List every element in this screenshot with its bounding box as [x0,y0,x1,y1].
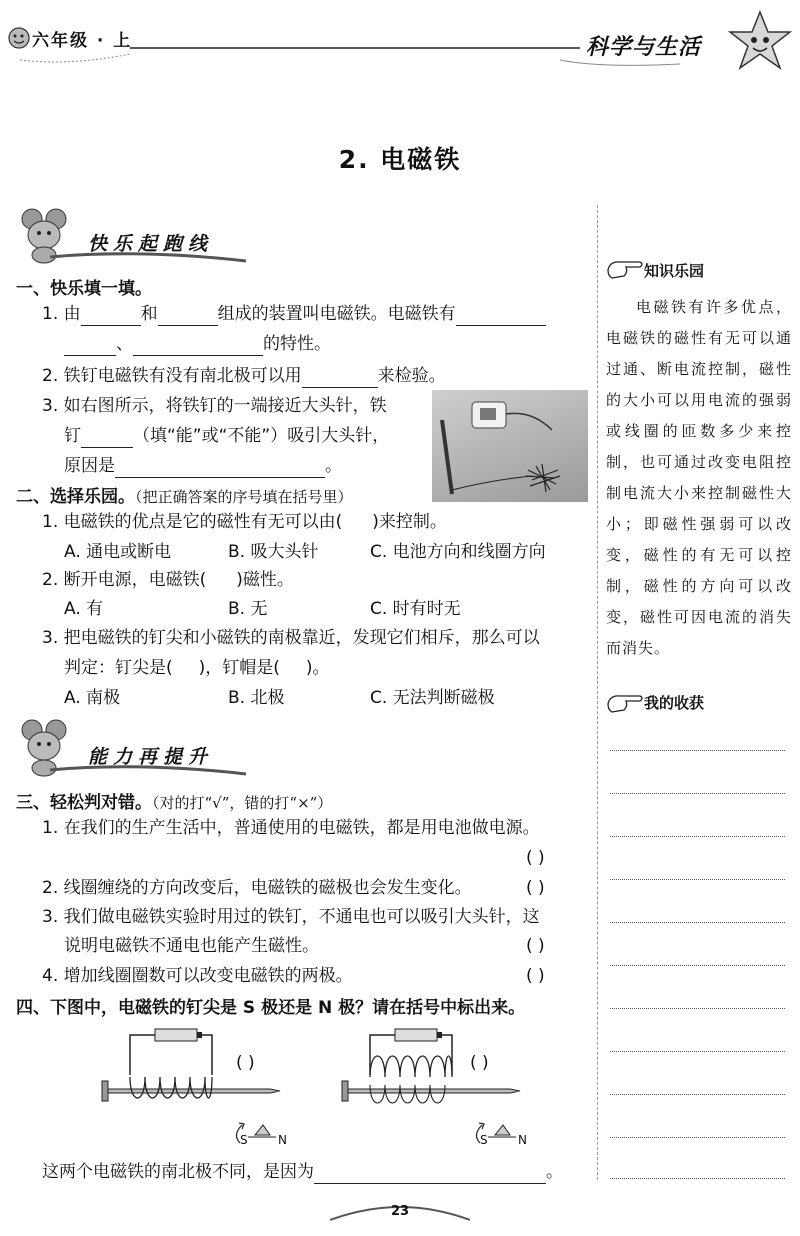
harvest-line[interactable] [610,1137,785,1138]
section2-title: 二、选择乐园。（把正确答案的序号填在括号里） [16,487,353,507]
answer-paren[interactable]: ( ) [470,1053,489,1073]
harvest-line[interactable] [610,879,785,880]
s1-q3-line2: 钉 （填“能”或“不能”）吸引大头针， [64,426,390,446]
header-grade: 六年级 · 上 [32,31,133,51]
s3-item-3: 3. 我们做电磁铁实验时用过的铁钉，不通电也可以吸引大头针，这 [42,907,540,927]
n-pole-label: N [518,1133,527,1147]
answer-paren[interactable]: ( ) [236,1053,255,1073]
blank-input[interactable] [314,1165,546,1184]
banner-ability [10,716,250,778]
circuit-drawing [100,1025,300,1155]
blank-input[interactable] [158,307,218,326]
answer-paren[interactable]: ( ) [526,848,545,868]
banner-label: 能力再提升 [88,746,214,768]
page-number: 23 [330,1194,470,1224]
s1-q1-line1: 1. 由 和 组成的装置叫电磁铁。电磁铁有 [42,302,546,326]
harvest-line[interactable] [610,1178,785,1179]
header-series: 科学与生活 [586,35,702,60]
harvest-line[interactable] [610,750,785,751]
electromagnet-diagram-1 [100,1025,300,1155]
blank-input[interactable] [115,459,325,478]
s2-q1-option-c[interactable]: C. 电池方向和线圈方向 [370,542,546,562]
blank-input[interactable] [133,337,263,356]
s-pole-label: S [240,1133,248,1147]
harvest-line[interactable] [610,965,785,966]
harvest-line[interactable] [610,836,785,837]
column-divider [597,205,598,1180]
harvest-line[interactable] [610,1094,785,1095]
s4-closing: 这两个电磁铁的南北极不同，是因为 。 [42,1162,563,1182]
n-pole-label: N [278,1133,287,1147]
harvest-line[interactable] [610,1008,785,1009]
page-title: 2. 电磁铁 [338,145,462,174]
s2-q2-option-b[interactable]: B. 无 [228,599,268,619]
pointing-hand-icon [606,258,644,282]
s2-q3-line1: 3. 把电磁铁的钉尖和小磁铁的南极靠近，发现它们相斥，那么可以 [42,628,540,648]
s3-item-2: 2. 线圈缠绕的方向改变后，电磁铁的磁极也会发生变化。 [42,878,472,898]
s1-q2: 2. 铁钉电磁铁有没有南北极可以用 来检验。 [42,366,446,386]
electromagnet-photo [432,390,588,502]
section3-title: 三、轻松判对错。（对的打“√”，错的打“×”） [16,793,333,813]
blank-input[interactable] [64,337,116,356]
blank-input[interactable] [456,307,546,326]
s3-item-4: 4. 增加线圈圈数可以改变电磁铁的两极。 [42,966,353,986]
section4-title: 四、下图中，电磁铁的钉尖是 S 极还是 N 极？请在括号中标出来。 [16,998,526,1018]
s3-item-3-cont: 说明电磁铁不通电也能产生磁性。 [64,936,319,956]
s2-q2-option-a[interactable]: A. 有 [64,599,104,619]
answer-paren[interactable]: ( ) [526,966,545,986]
electromagnet-diagram-2 [340,1025,540,1155]
s1-q1-line2: 、 的特性。 [64,332,331,356]
s2-q1: 1. 电磁铁的优点是它的磁性有无可以由( )来控制。 [42,512,447,532]
harvest-line[interactable] [610,1051,785,1052]
banner-label: 快乐起跑线 [88,233,214,255]
blank-input[interactable] [81,429,133,448]
harvest-line[interactable] [610,793,785,794]
s2-q1-option-b[interactable]: B. 吸大头针 [228,542,319,562]
circuit-drawing [340,1025,540,1155]
header [0,0,800,80]
s2-q2-option-c[interactable]: C. 时有时无 [370,599,461,619]
s2-q3-option-a[interactable]: A. 南极 [64,688,121,708]
pointing-hand-icon [606,692,644,716]
knowledge-title: 知识乐园 [644,262,705,280]
answer-paren[interactable]: ( ) [526,878,545,898]
harvest-line[interactable] [610,922,785,923]
s1-q3-line3: 原因是 。 [64,456,342,476]
section1-title: 一、快乐填一填。 [16,279,152,299]
s2-q1-option-a[interactable]: A. 通电或断电 [64,542,172,562]
s2-q3-line2: 判定：钉尖是( )，钉帽是( )。 [64,658,330,678]
photo-illustration [432,390,588,502]
star-mascot-icon [728,10,792,72]
blank-input[interactable] [302,369,378,388]
answer-paren[interactable]: ( ) [526,936,545,956]
s3-item-1: 1. 在我们的生产生活中，普通使用的电磁铁，都是用电池做电源。 [42,818,540,838]
s1-q3-line1: 3. 如右图所示，将铁钉的一端接近大头针，铁 [42,396,387,416]
blank-input[interactable] [81,307,141,326]
s2-q3-option-b[interactable]: B. 北极 [228,688,285,708]
s2-q3-option-c[interactable]: C. 无法判断磁极 [370,688,495,708]
banner-happy-start [10,205,250,265]
s2-q2: 2. 断开电源，电磁铁( )磁性。 [42,570,294,590]
knowledge-text: 电磁铁有许多优点，电磁铁的磁性有无可以通过通、断电流控制，磁性的大小可以用电流的强弱或线圈的匝数多少来控制，也可通过改变电阻控制电流大小来控制磁性大小；即磁性强弱可以改变，磁性的有无可以控制，磁性的方向可以改变，磁性可因电流的消失而消失。 [606,298,792,657]
harvest-title: 我的收获 [644,694,705,712]
s-pole-label: S [480,1133,488,1147]
